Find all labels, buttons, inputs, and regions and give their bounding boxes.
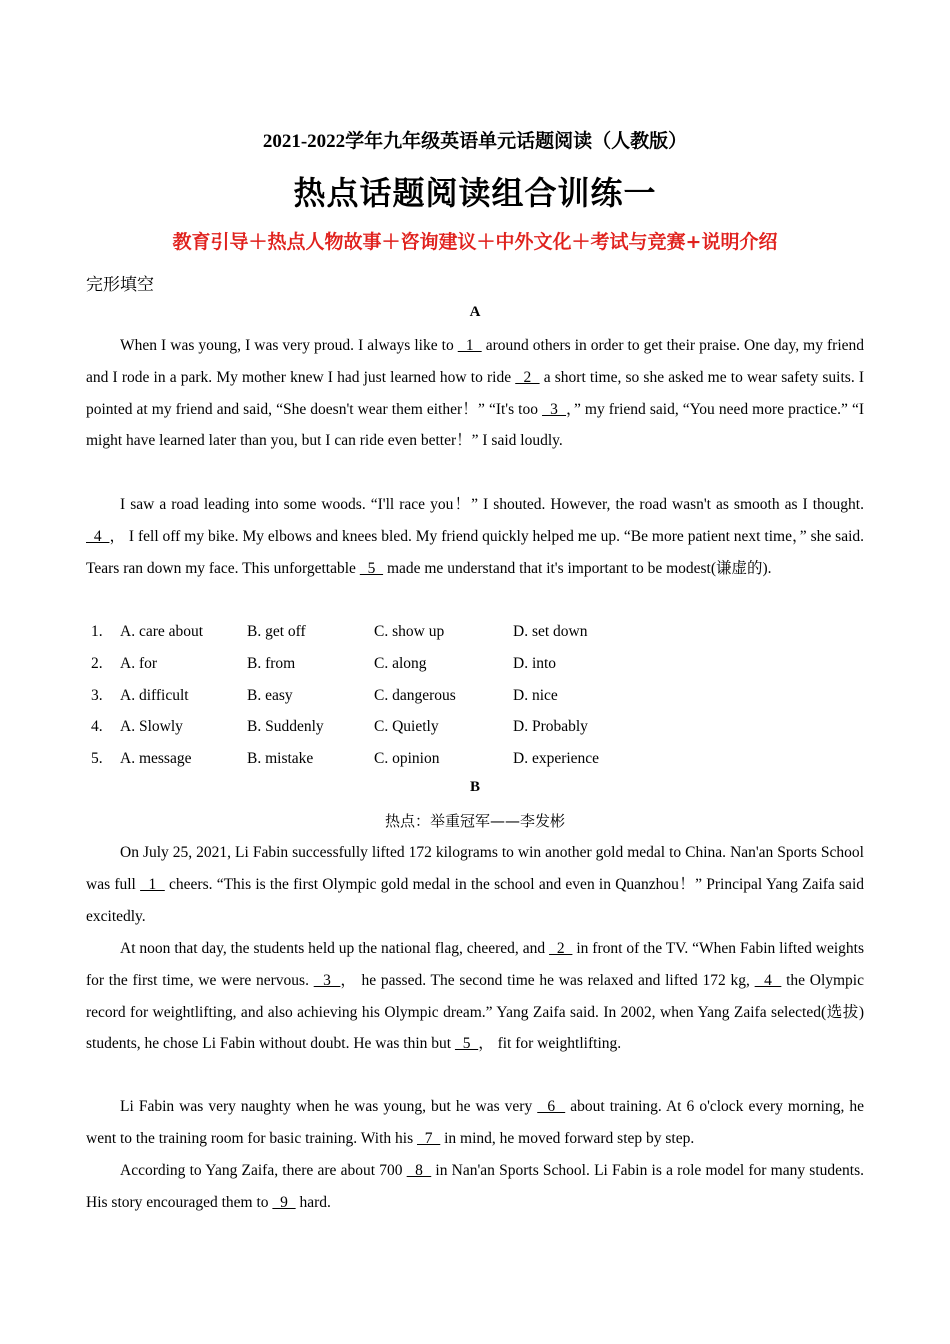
option-row	[86, 711, 864, 743]
question-number: 3.	[91, 686, 103, 704]
option-d: D. Probably	[513, 718, 588, 736]
text-run: in Nan'an Sports School. Li Fabin is a role model for many students. His story encouraged them to	[86, 1162, 864, 1211]
option-c: C. dangerous	[374, 686, 456, 704]
blank: 5	[359, 559, 384, 577]
option-b: B. get off	[247, 623, 306, 640]
blank: 7	[417, 1129, 441, 1147]
blank: 6	[537, 1098, 566, 1115]
text-run: ， he passed. The second time he was relaxed and lifted 172 kg,	[340, 971, 755, 989]
passage-a-paragraph	[86, 489, 864, 584]
blank: 4	[754, 971, 782, 989]
option-a: A. for	[120, 654, 158, 672]
option-b: B. easy	[247, 686, 293, 704]
option-d: D. experience	[513, 750, 600, 768]
blank: 4	[86, 527, 110, 545]
topic-tags: 教育引导＋热点人物故事＋咨询建议＋中外文化＋考试与竞赛+说明介绍	[172, 231, 778, 253]
blank: 5	[454, 1035, 479, 1053]
option-b: B. Suddenly	[247, 718, 324, 736]
text-run: the Olympic record for weightlifting, and also achieving his Olympic dream.” Yang Zaifa said. In 2002, when Yang Zaifa selected(选拔) students, he chose Li Fabin without doubt. He was thin but	[86, 971, 864, 1053]
blank: 2	[515, 368, 540, 386]
option-row	[86, 743, 864, 775]
text-run: ， fit for weightlifting.	[478, 1035, 622, 1053]
option-d: D. into	[513, 654, 557, 672]
text-run: On July 25, 2021, Li Fabin successfully lifted 172 kilograms to win another gold medal to China. Nan'an Sports School was full	[86, 844, 864, 893]
blank: 1	[140, 875, 165, 893]
option-d: D. set down	[513, 623, 588, 640]
passage-b-paragraph	[86, 1091, 864, 1155]
document-subtitle: 2021-2022学年九年级英语单元话题阅读（人教版）	[262, 131, 688, 152]
options-list	[86, 616, 864, 775]
text-run: around others in order to get their praise. One day, my friend and I rode in a park. My mother knew I had just learned how to ride	[86, 337, 865, 386]
text-run: made me understand that it's important to be modest(谦虚的).	[383, 559, 772, 577]
question-number: 1.	[91, 623, 103, 640]
text-run: in mind, he moved forward step by step.	[440, 1129, 695, 1147]
text-run: ，” my friend said, “You need more practice.” “I might have learned later than you, but I can ride even better！” I said loudly.	[86, 400, 864, 450]
question-number: 4.	[91, 718, 103, 736]
option-a: A. Slowly	[120, 718, 183, 736]
passage-a-label: A	[469, 304, 481, 320]
text-run: cheers. “This is the first Olympic gold medal in the school and even in Quanzhou！” Principal Yang Zaifa said excitedly.	[86, 875, 864, 925]
passage-b-paragraph	[86, 933, 864, 1060]
text-run: hard.	[295, 1193, 331, 1211]
text-run: ， I fell off my bike. My elbows and knees bled. My friend quickly helped me up. “Be more patient next time，” she said. Tears ran down my face. This unforgettable	[86, 527, 865, 577]
passage-b-paragraph	[86, 837, 864, 932]
option-b: B. from	[247, 654, 296, 672]
option-a: A. message	[120, 750, 192, 768]
blank: 2	[549, 940, 573, 957]
option-a: A. care about	[120, 623, 204, 640]
passage-b-hotspot: 热点：举重冠军——李发彬	[384, 812, 565, 830]
text-run: I saw a road leading into some woods. “I'll race you！” I shouted. However, the road wasn't as smooth as I thought.	[120, 496, 864, 513]
text-run: At noon that day, the students held up the national flag, cheered, and	[120, 940, 550, 957]
text-run: According to Yang Zaifa, there are about 700	[120, 1162, 407, 1179]
option-row	[86, 680, 864, 712]
option-b: B. mistake	[247, 750, 314, 768]
option-row	[86, 648, 864, 680]
text-run: When I was young, I was very proud. I always like to	[120, 337, 458, 354]
blank: 8	[406, 1162, 432, 1179]
blank: 3	[542, 400, 567, 418]
text-run: in front of the TV. “When Fabin lifted weights for the first time, we were nervous.	[86, 940, 865, 989]
option-a: A. difficult	[120, 686, 189, 704]
option-c: C. Quietly	[374, 718, 439, 736]
text-run: about training. At 6 o'clock every morning, he went to the training room for basic training. With his	[86, 1098, 865, 1147]
passage-a-paragraph	[86, 330, 864, 457]
blank: 9	[272, 1193, 296, 1211]
document-title: 热点话题阅读组合训练一	[293, 174, 657, 212]
text-run: Li Fabin was very naughty when he was young, but he was very	[120, 1098, 538, 1115]
option-c: C. along	[374, 654, 427, 672]
section-label: 完形填空	[86, 275, 154, 295]
option-row	[86, 616, 864, 648]
option-c: C. show up	[374, 623, 445, 640]
question-number: 5.	[91, 750, 103, 768]
text-run: a short time, so she asked me to wear safety suits. I pointed at my friend and said, “She doesn't wear them either！” “It's too	[86, 368, 865, 418]
blank: 1	[457, 337, 482, 354]
question-number: 2.	[91, 654, 103, 672]
passage-b-paragraph	[86, 1155, 864, 1219]
option-c: C. opinion	[374, 750, 440, 768]
option-d: D. nice	[513, 686, 558, 704]
passage-b-label: B	[469, 779, 480, 795]
blank: 3	[313, 971, 341, 989]
